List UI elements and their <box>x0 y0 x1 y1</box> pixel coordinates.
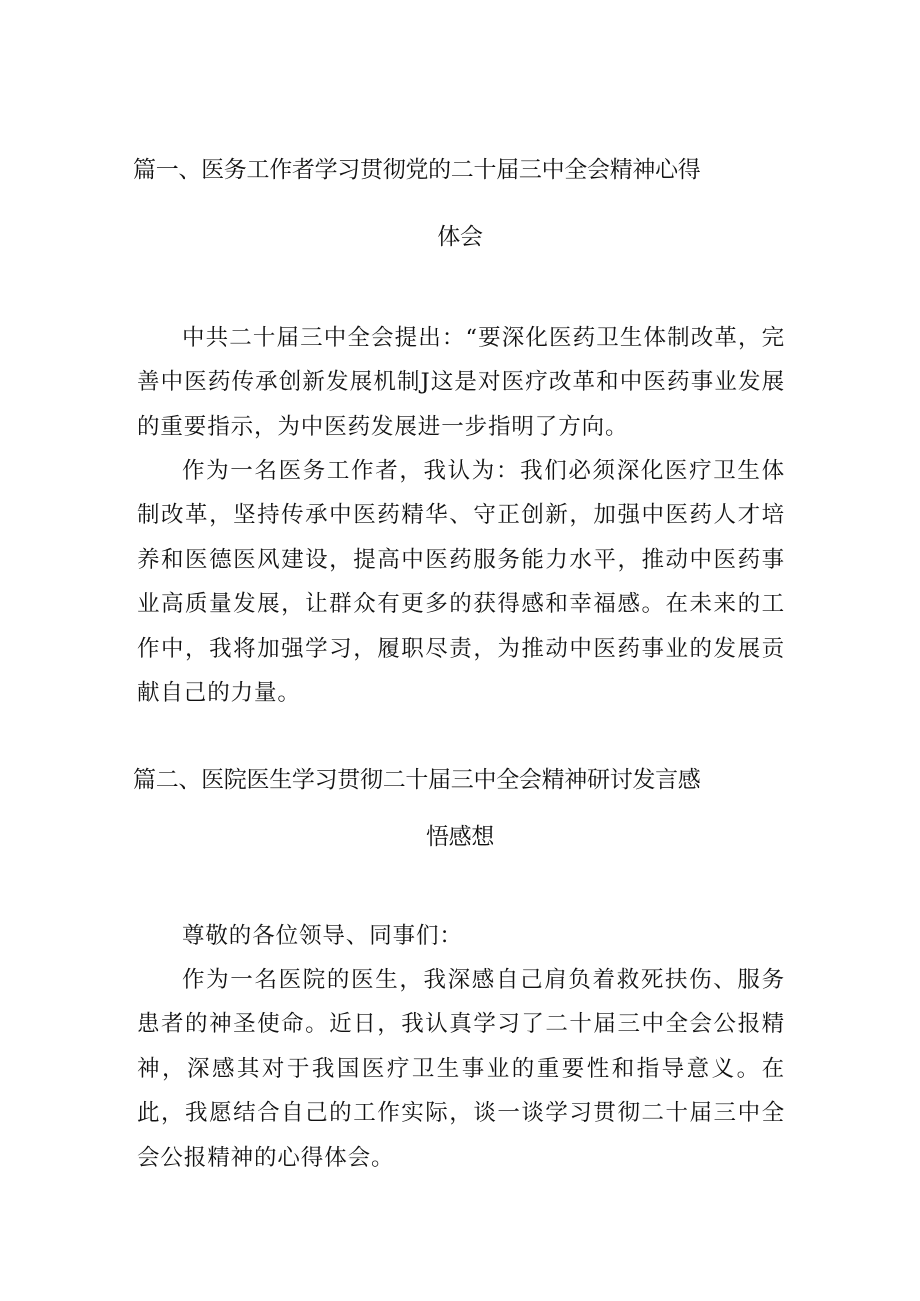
section-1-title-line-1: 篇一、医务工作者学习贯彻党的二十届三中全会精神心得 <box>133 157 701 183</box>
section-1-title-line-2: 体会 <box>437 224 483 250</box>
section-1-paragraph-2: 作为一名医务工作者，我认为：我们必须深化医疗卫生体制改革，坚持传承中医药精华、守正创新，加强中医药人才培养和医德医风建设，提高中医药服务能力水平，推动中医药事业高质量发展，让群众有更多的获得感和幸福感。在未来的工作中，我将加强学习，履职尽责，为推动中医药事业的发展贡献自己的力量。 <box>137 458 785 707</box>
section-2-paragraph-2: 作为一名医院的医生，我深感自己肩负着救死扶伤、服务患者的神圣使命。近日，我认真学习了二十届三中全会公报精神，深感其对于我国医疗卫生事业的重要性和指导意义。在此，我愿结合自己的工作实际，谈一谈学习贯彻二十届三中全会公报精神的心得体会。 <box>137 967 785 1171</box>
section-1-paragraph-1: 中共二十届三中全会提出：“要深化医药卫生体制改革，完善中医药传承创新发展机制J这是对医疗改革和中医药事业发展的重要指示，为中医药发展进一步指明了方向。 <box>137 325 785 440</box>
section-2-paragraph-1: 尊敬的各位领导、同事们： <box>182 923 463 949</box>
section-2-title-line-2: 悟感想 <box>425 824 495 850</box>
section-2-title-line-1: 篇二、医院医生学习贯彻二十届三中全会精神研讨发言感 <box>133 767 701 793</box>
